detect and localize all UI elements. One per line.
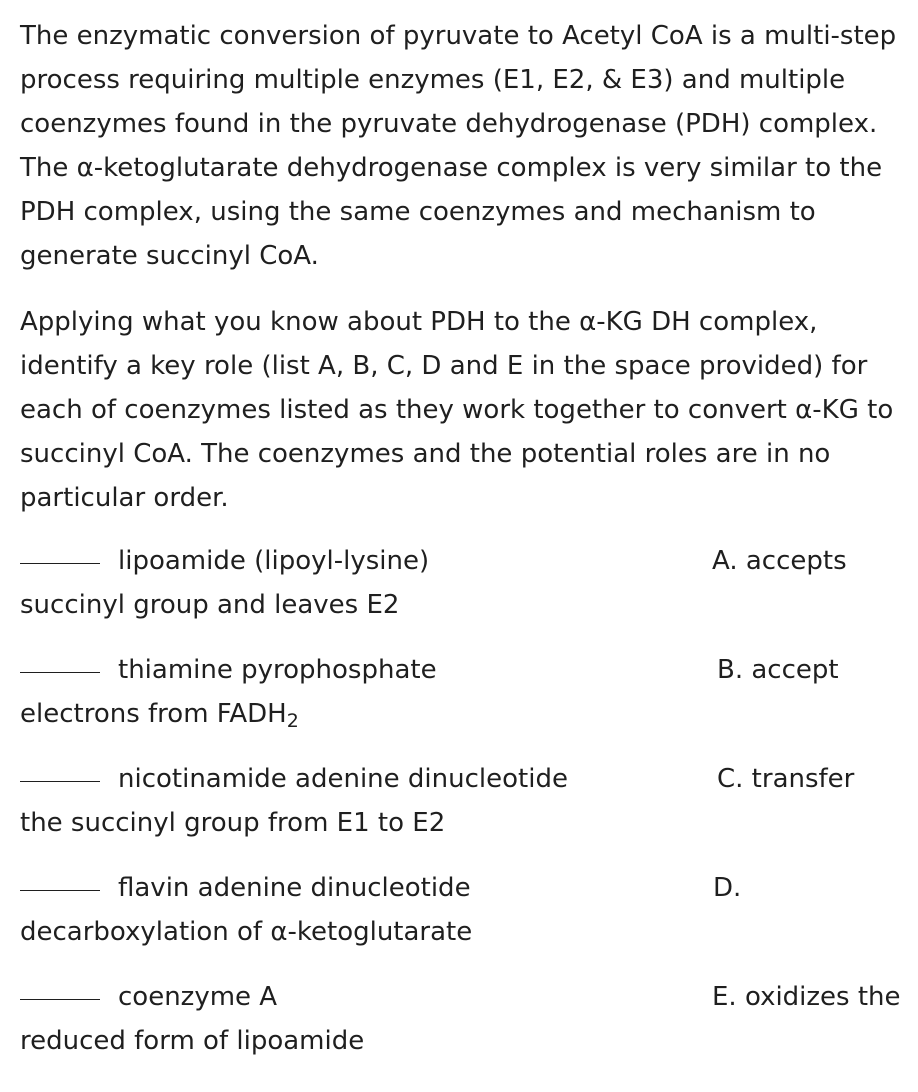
role-option-continuation: succinyl group and leaves E2 (20, 590, 400, 620)
matching-item (0, 653, 918, 743)
coenzyme-label: nicotinamide adenine dinucleotide (118, 764, 568, 794)
answer-blank[interactable] (20, 781, 100, 782)
coenzyme-label: lipoamide (lipoyl-lysine) (118, 546, 430, 576)
role-option-start: D. (713, 873, 742, 903)
matching-item (0, 871, 918, 961)
answer-blank[interactable] (20, 890, 100, 891)
intro-paragraph: The enzymatic conversion of pyruvate to Acetyl CoA is a multi-step process requiring multiple enzymes (E1, E2, & E3) and multiple coenzymes found in the pyruvate dehydrogenase (PDH) complex. The α-ketoglutarate dehydrogenase complex is very similar to the PDH complex, using the same coenzymes and mechanism to generate succinyl CoA. (20, 21, 897, 271)
answer-blank[interactable] (20, 672, 100, 673)
coenzyme-label: flavin adenine dinucleotide (118, 873, 471, 903)
answer-blank[interactable] (20, 563, 100, 564)
role-option-continuation: electrons from $FADH_2$ (20, 699, 299, 732)
coenzyme-label: thiamine pyrophosphate (118, 655, 437, 685)
role-option-continuation: the succinyl group from E1 to E2 (20, 808, 446, 838)
role-option-continuation: reduced form of lipoamide (20, 1026, 365, 1056)
role-option-start: A. accepts (712, 546, 847, 576)
role-option-start: B. accept (717, 655, 839, 685)
coenzyme-label: coenzyme A (118, 982, 278, 1012)
matching-item (0, 762, 918, 852)
role-option-start: C. transfer (717, 764, 855, 794)
role-option-start: E. oxidizes the (712, 982, 901, 1012)
role-option-continuation: decarboxylation of α-ketoglutarate (20, 917, 473, 947)
instructions-paragraph: Applying what you know about PDH to the α-KG DH complex, identify a key role (list A, B, C, D and E in the space provided) for each of coenzymes listed as they work together to convert α-KG to succinyl CoA. The coenzymes and the potential roles are in no particular order. (20, 307, 894, 513)
matching-item (0, 980, 918, 1070)
answer-blank[interactable] (20, 999, 100, 1000)
matching-item (0, 544, 918, 634)
